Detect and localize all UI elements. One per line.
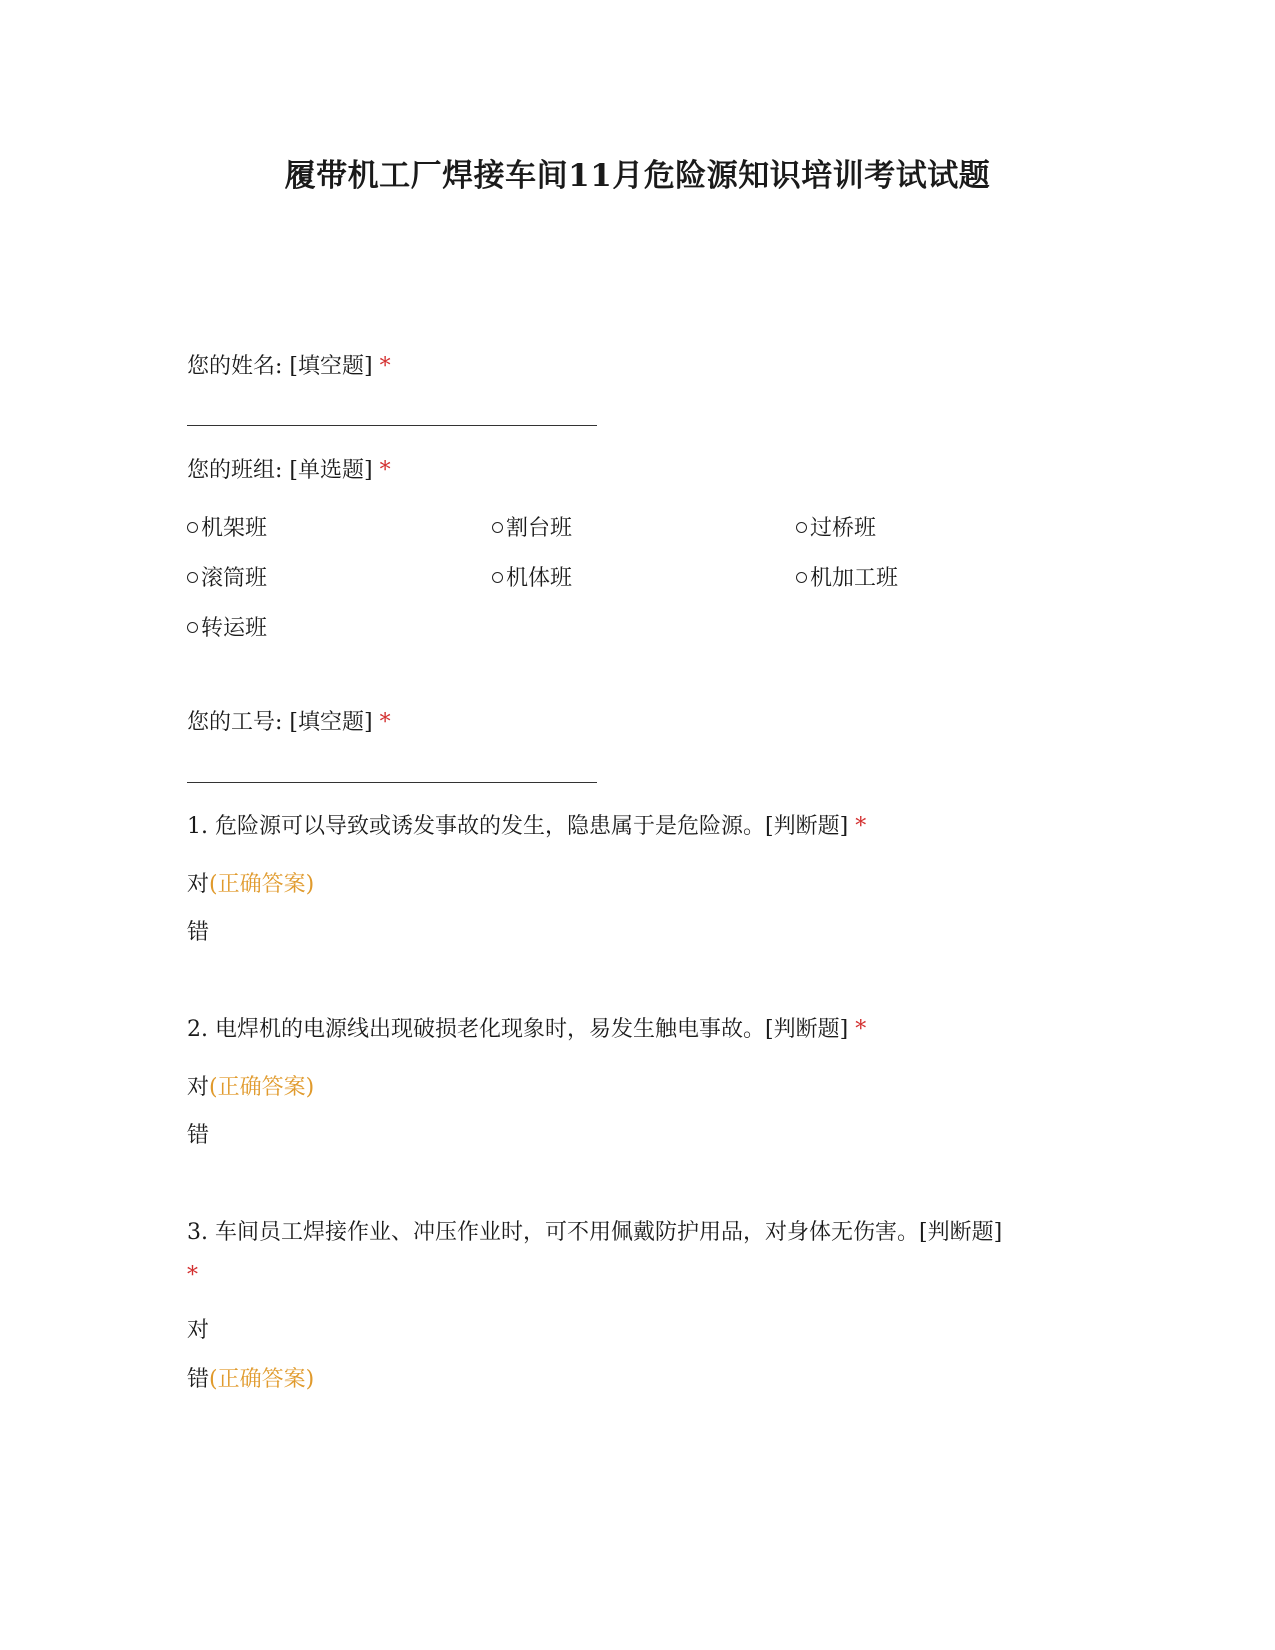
required-mark: * bbox=[855, 1017, 867, 1042]
radio-icon bbox=[492, 522, 503, 533]
team-option-label: 过桥班 bbox=[810, 516, 877, 541]
question-1 bbox=[187, 812, 866, 842]
radio-icon bbox=[187, 522, 198, 533]
option-label: 错 bbox=[187, 1123, 210, 1148]
team-option-label: 滚筒班 bbox=[201, 566, 268, 591]
question-2 bbox=[187, 1015, 866, 1045]
team-question: 您的班组: [单选题] * bbox=[187, 458, 391, 483]
required-mark: * bbox=[379, 458, 391, 483]
question-text: 危险源可以导致或诱发事故的发生，隐患属于是危险源。 bbox=[215, 814, 766, 839]
name-type: [填空题] bbox=[289, 354, 373, 379]
required-mark: * bbox=[187, 1263, 198, 1288]
id-answer-line[interactable] bbox=[187, 782, 597, 783]
id-label: 您的工号 bbox=[187, 710, 276, 735]
team-option-label: 转运班 bbox=[201, 616, 268, 641]
answer-option-true[interactable] bbox=[187, 870, 314, 900]
team-option[interactable] bbox=[796, 514, 876, 544]
option-label: 对 bbox=[187, 1075, 210, 1100]
option-label: 对 bbox=[187, 1318, 210, 1343]
name-label: 您的姓名 bbox=[187, 354, 276, 379]
id-type: [填空题] bbox=[289, 710, 373, 735]
question-text: 车间员工焊接作业、冲压作业时，可不用佩戴防护用品，对身体无伤害。 bbox=[215, 1220, 920, 1245]
page-title: 履带机工厂焊接车间11月危险源知识培训考试试题 bbox=[284, 158, 991, 194]
answer-option-true[interactable] bbox=[187, 1073, 314, 1103]
required-mark: * bbox=[379, 710, 391, 735]
team-option[interactable] bbox=[492, 564, 572, 594]
team-option[interactable] bbox=[187, 564, 267, 594]
radio-icon bbox=[492, 572, 503, 583]
radio-icon bbox=[796, 522, 807, 533]
correct-answer-mark: (正确答案) bbox=[209, 872, 315, 897]
team-option-label: 机加工班 bbox=[810, 566, 899, 591]
answer-option-true[interactable] bbox=[187, 1316, 209, 1346]
question-type: [判断题] bbox=[765, 1017, 849, 1042]
option-label: 对 bbox=[187, 872, 210, 897]
question-type: [判断题] bbox=[765, 814, 849, 839]
radio-icon bbox=[187, 572, 198, 583]
question-number: 3. bbox=[187, 1220, 208, 1245]
team-option[interactable] bbox=[187, 614, 267, 644]
team-option-label: 割台班 bbox=[506, 516, 573, 541]
answer-option-false[interactable] bbox=[187, 1365, 314, 1395]
question-3 bbox=[187, 1218, 1002, 1248]
id-question: 您的工号: [填空题] * bbox=[187, 710, 391, 735]
team-option[interactable] bbox=[796, 564, 898, 594]
name-answer-line[interactable] bbox=[187, 425, 597, 426]
team-option-label: 机体班 bbox=[506, 566, 573, 591]
name-question: 您的姓名: [填空题] * bbox=[187, 354, 391, 379]
team-option[interactable] bbox=[187, 514, 267, 544]
correct-answer-mark: (正确答案) bbox=[209, 1075, 315, 1100]
question-text: 电焊机的电源线出现破损老化现象时，易发生触电事故。 bbox=[215, 1017, 766, 1042]
team-label: 您的班组 bbox=[187, 458, 276, 483]
question-number: 1. bbox=[187, 814, 208, 839]
required-mark: * bbox=[855, 814, 867, 839]
team-option[interactable] bbox=[492, 514, 572, 544]
option-label: 错 bbox=[187, 920, 210, 945]
required-mark: * bbox=[379, 354, 391, 379]
question-type: [判断题] bbox=[919, 1220, 1003, 1245]
team-option-label: 机架班 bbox=[201, 516, 268, 541]
option-label: 错 bbox=[187, 1367, 210, 1392]
team-type: [单选题] bbox=[289, 458, 373, 483]
answer-option-false[interactable] bbox=[187, 918, 209, 948]
answer-option-false[interactable] bbox=[187, 1121, 209, 1151]
radio-icon bbox=[187, 622, 198, 633]
correct-answer-mark: (正确答案) bbox=[209, 1367, 315, 1392]
question-3-required bbox=[187, 1261, 198, 1291]
question-number: 2. bbox=[187, 1017, 208, 1042]
radio-icon bbox=[796, 572, 807, 583]
